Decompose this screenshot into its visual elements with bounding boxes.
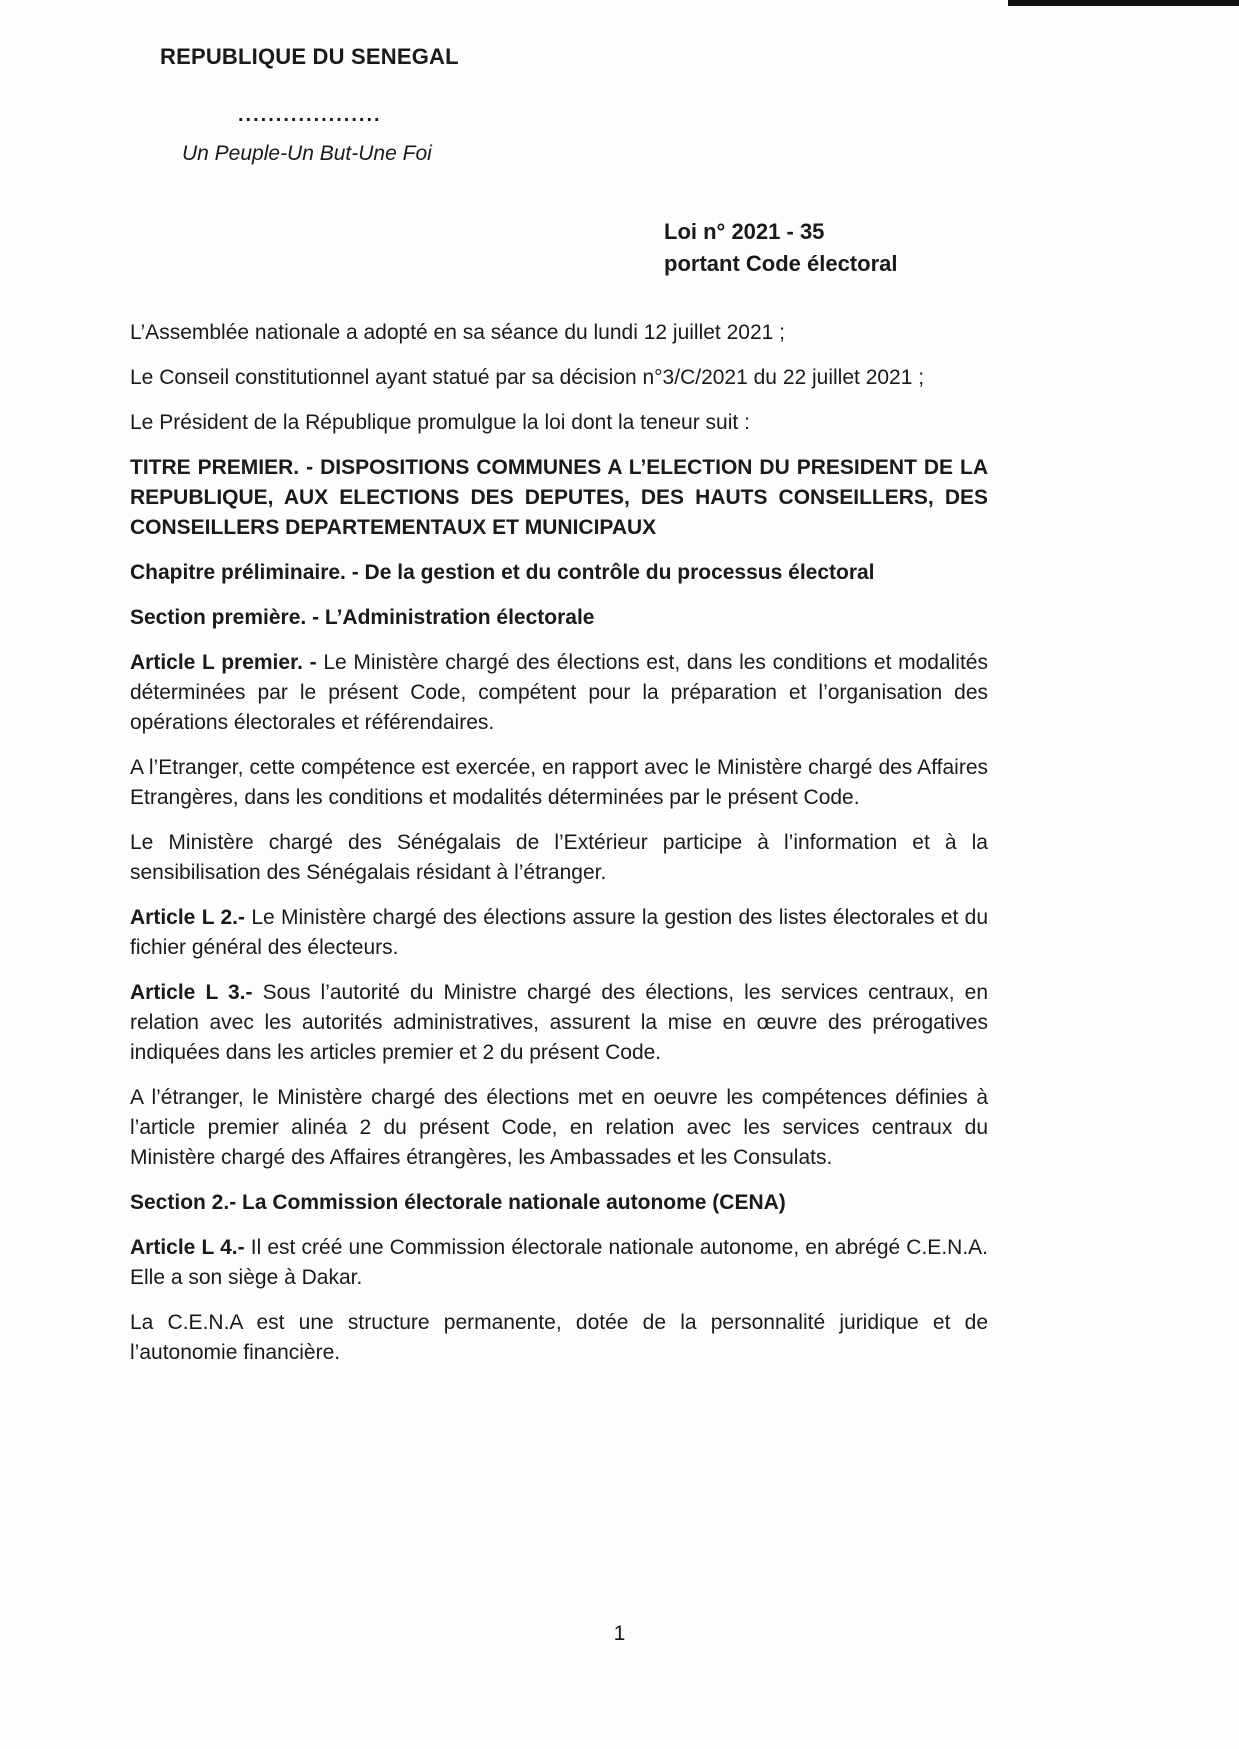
article-l2: [130, 903, 988, 963]
scan-artifact-line: [1008, 0, 1239, 6]
paragraph-president: Le Président de la République promulgue la loi dont la teneur suit :: [130, 411, 750, 434]
heading-titre-premier: TITRE PREMIER. - DISPOSITIONS COMMUNES A L’ELECTION DU PRESIDENT DE LA REPUBLIQUE, AUX ELECTIONS DES DEPUTES, DES HAUTS CONSEILLERS, DES CONSEILLERS DEPARTEMENTAUX ET MUNICIPAUX: [130, 456, 988, 539]
country-title: REPUBLIQUE DU SENEGAL: [160, 44, 459, 69]
letterhead: [160, 44, 459, 166]
article-l3-label: Article L 3.-: [130, 981, 263, 1004]
article-l-premier-text: Le Ministère chargé des élections est, dans les conditions et modalités déterminées par le présent Code, compétent pour la préparation et l’organisation des opérations électorales et référendaires.: [130, 651, 988, 734]
article-l3-text: Sous l’autorité du Ministre chargé des élections, les services centraux, en relation avec les autorités administratives, assurent la mise en œuvre des prérogatives indiquées dans les articles premier et 2 du présent Code.: [130, 981, 988, 1064]
heading-chapitre-preliminaire: Chapitre préliminaire. - De la gestion et du contrôle du processus électoral: [130, 561, 875, 584]
article-l4-text: Il est créé une Commission électorale nationale autonome, en abrégé C.E.N.A. Elle a son siège à Dakar.: [130, 1236, 988, 1289]
heading-section-2: Section 2.- La Commission électorale nationale autonome (CENA): [130, 1191, 786, 1214]
article-l-premier: [130, 648, 988, 738]
article-l2-text: Le Ministère chargé des élections assure la gestion des listes électorales et du fichier général des électeurs.: [130, 906, 988, 959]
national-motto: Un Peuple-Un But-Une Foi: [182, 142, 432, 165]
article-l4: [130, 1233, 988, 1293]
paragraph-cena-structure: La C.E.N.A est une structure permanente, dotée de la personnalité juridique et de l’autonomie financière.: [130, 1311, 988, 1364]
article-l2-label: Article L 2.-: [130, 906, 252, 929]
page-number: 1: [613, 1622, 626, 1645]
law-subject: portant Code électoral: [664, 251, 898, 276]
article-l4-label: Article L 4.-: [130, 1236, 251, 1259]
paragraph-senegalais-exterieur: Le Ministère chargé des Sénégalais de l’Extérieur participe à l’information et à la sensibilisation des Sénégalais résidant à l’étranger.: [130, 831, 988, 884]
paragraph-conseil: Le Conseil constitutionnel ayant statué par sa décision n°3/C/2021 du 22 juillet 2021 ;: [130, 366, 925, 389]
heading-section-premiere: Section première. - L’Administration électorale: [130, 606, 595, 629]
paragraph-assemblee: L’Assemblée nationale a adopté en sa séance du lundi 12 juillet 2021 ;: [130, 321, 785, 344]
paragraph-etranger-competence: A l’Etranger, cette compétence est exercée, en rapport avec le Ministère chargé des Affaires Etrangères, dans les conditions et modalités déterminées par le présent Code.: [130, 756, 988, 809]
law-number: Loi n° 2021 - 35: [664, 219, 825, 244]
law-title-block: [664, 216, 897, 280]
separator-dots: ...................: [238, 104, 382, 126]
article-l3: [130, 978, 988, 1068]
document-body: [130, 318, 988, 1368]
article-l-premier-label: Article L premier. -: [130, 651, 324, 674]
paragraph-etranger-ministere: A l’étranger, le Ministère chargé des élections met en oeuvre les compétences définies à l’article premier alinéa 2 du présent Code, en relation avec les services centraux du Ministère chargé des Affaires étrangères, les Ambassades et les Consulats.: [130, 1086, 988, 1169]
